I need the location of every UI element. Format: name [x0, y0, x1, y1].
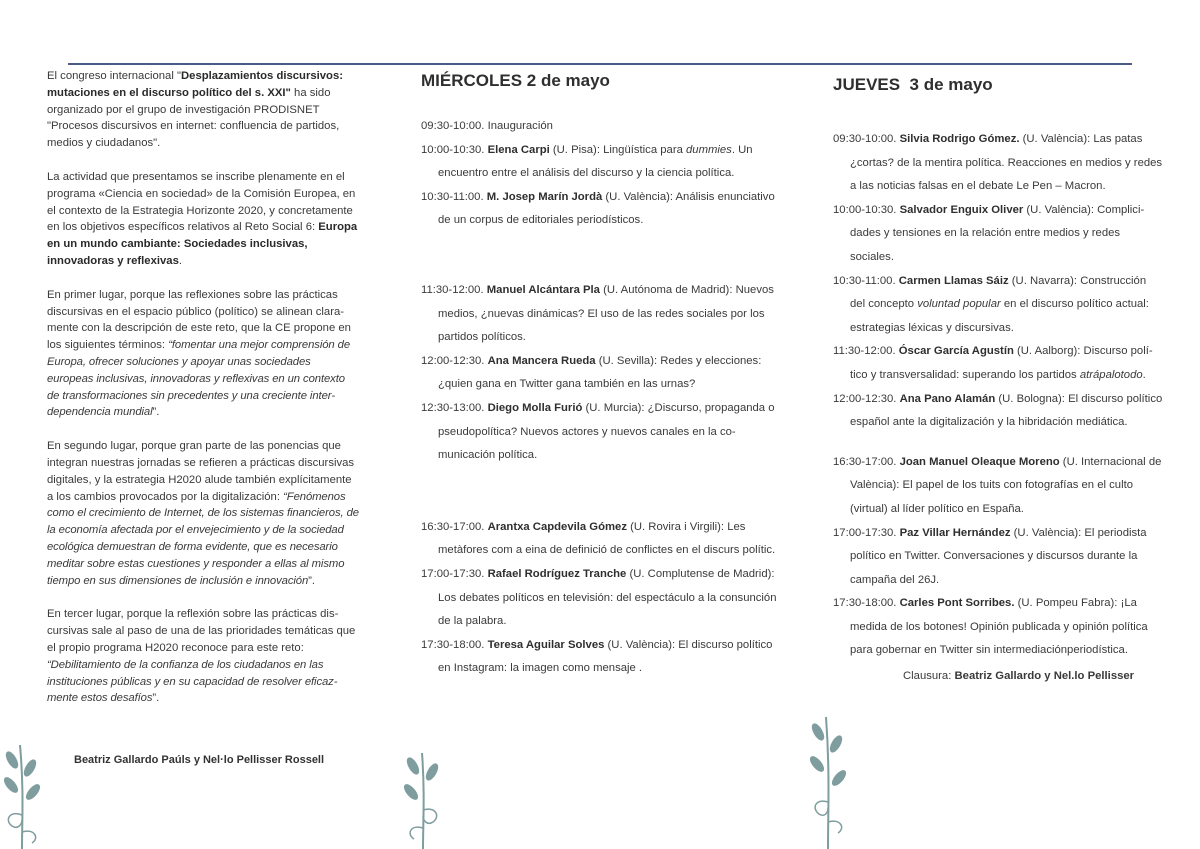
session-time: 12:00-12:30.: [421, 354, 488, 367]
session-time: 11:30-12:00.: [833, 345, 899, 358]
session: [421, 634, 781, 681]
session-text: (U. Sevilla): Redes y elecciones: ¿quien gana en Twitter gana también en las urnas?: [438, 354, 762, 391]
session: [833, 199, 1163, 270]
speaker-name: Paz Villar Hernández: [899, 526, 1011, 539]
session-time: 09:30-10:00. Inauguración: [421, 120, 553, 132]
intro-paragraph-3: [47, 287, 359, 421]
day-title: MIÉRCOLES 2 de mayo: [421, 71, 610, 90]
closing-names: Beatriz Gallardo y Nel.lo Pellisser: [954, 670, 1135, 683]
intro-column: [47, 68, 359, 724]
intro-text: ha sido organizado por el grupo de investigación PRODISNET "Procesos discursivos en internet: confluencia de partidos, medios y ciudadanos".: [47, 86, 340, 150]
session-text: (U. Aalborg): Discurso político y transversalidad: superando los partidos: [850, 345, 1153, 381]
session-text: (U. Rovira i Virgili): Les metàfores com a eina de definició de conflictes en el discurs polític.: [438, 520, 776, 557]
speaker-name: Teresa Aguilar Solves: [487, 638, 605, 651]
session-text: . Un encuentro entre el análisis del discurso y la ciencia política.: [438, 143, 753, 180]
session-time: 11:30-12:00.: [421, 283, 487, 296]
speaker-name: Ana Pano Alamán: [899, 392, 996, 405]
speaker-name: M. Josep Marín Jordà: [486, 190, 603, 203]
session: [421, 186, 781, 233]
session-time: 12:30-13:00.: [421, 401, 488, 414]
session-text: atrápalotodo: [1079, 368, 1143, 381]
session-text: (U. Complutense de Madrid): Los debates políticos en televisión: del espectáculo a la consunción de la palabra.: [438, 567, 777, 628]
session: [833, 522, 1163, 593]
session-text: (U. Pompeu Fabra): ¡La medida de los botones! Opinión publicada y opinión política para gobernar en Twitter sin intermediaciónperiodística.: [850, 597, 1148, 657]
session: [421, 397, 781, 468]
session-text: .: [1142, 368, 1146, 381]
session: [833, 388, 1163, 435]
intro-paragraph-1: [47, 68, 359, 152]
session-time: 10:00-10:30.: [833, 203, 900, 216]
session: [421, 516, 781, 563]
speaker-name: Diego Molla Furió: [487, 401, 583, 414]
session-text: (U. València): El discurso político en Instagram: la imagen como mensaje .: [438, 638, 773, 675]
intro-text: El congreso internacional ": [47, 70, 182, 82]
leaf-branch-icon: [0, 740, 50, 849]
reto-title: Europa en un mundo cambiante: Sociedades inclusivas, innovadoras y reflexivas: [47, 221, 358, 267]
session-time: 16:30-17:00.: [421, 520, 488, 533]
session: [833, 128, 1163, 199]
day-title: JUEVES 3 de mayo: [833, 75, 993, 94]
closing-label: Clausura:: [903, 670, 955, 683]
intro-text: La actividad que presentamos se inscribe plenamente en el programa «Ciencia en sociedad» de la Comisión Europea, en el contexto de la Estrategia Horizonte 2020, y concretamente en los objetivos específicos relativos al Reto Social 6:: [47, 170, 356, 234]
session: [421, 139, 781, 186]
closing: [903, 665, 1163, 689]
intro-text: ”.: [308, 574, 316, 587]
session-time: 12:00-12:30.: [833, 392, 900, 405]
intro-paragraph-2: [47, 169, 359, 270]
session: [421, 115, 781, 139]
intro-text: .: [178, 254, 183, 267]
leaf-branch-icon: [398, 748, 448, 849]
speaker-name: Ana Mancera Rueda: [487, 354, 596, 367]
quote: “Debilitamiento de la confianza de los ciudadanos en las instituciones públicas y en su capacidad de resolver eficazmente estos desafíos: [47, 658, 338, 705]
speaker-name: Rafael Rodríguez Tranche: [487, 567, 627, 580]
intro-text: En tercer lugar, porque la reflexión sobre las prácticas discursivas sale al paso de una de las prioridades temáticas que el propio programa H2020 reconoce para este reto:: [47, 608, 356, 654]
speaker-name: Silvia Rodrigo Gómez.: [899, 133, 1020, 145]
session-time: 10:30-11:00.: [833, 274, 899, 287]
intro-paragraph-4: [47, 438, 359, 589]
wednesday-program: [421, 68, 781, 681]
speaker-name: Carles Pont Sorribes.: [899, 597, 1015, 610]
quote: “Fenómenos como el crecimiento de Internet, de los sistemas financieros, de la economía afectada por el envejecimiento y de la sociedad ecológica demuestran de forma evidente, que es necesario meditar sobre estas cuestiones y responder a ellas al mismo tiempo en sus dimensiones de inclusión e innovación: [47, 490, 359, 587]
session-text: (U. Internacional de València): El papel de los tuits con fotografías en el culto (virtual) al líder político en España.: [850, 455, 1162, 515]
speaker-name: Arantxa Capdevila Gómez: [487, 520, 627, 533]
signature: Beatriz Gallardo Paúls y Nel·lo Pellisser Rossell: [74, 754, 325, 766]
speaker-name: Óscar García Agustín: [898, 345, 1014, 358]
intro-paragraph-5: [47, 606, 359, 707]
speaker-name: Elena Carpi: [487, 143, 550, 156]
session-text: (U. València): El periodista político en Twitter. Conversaciones y discursos durante la campaña del 26J.: [850, 526, 1147, 586]
session-text: (U. Bologna): El discurso político español ante la digitalización y la hibridación mediática.: [850, 392, 1163, 429]
session: [833, 270, 1163, 341]
session-time: 09:30-10:00.: [833, 133, 900, 145]
speaker-name: Salvador Enguix Oliver: [899, 203, 1024, 216]
session-text: (U. Navarra): Construcción del concepto: [850, 274, 1147, 311]
session: [421, 563, 781, 634]
session-text: (U. Murcia): ¿Discurso, propaganda o pseudopolítica? Nuevos actores y nuevos canales en la comunicación política.: [438, 401, 775, 462]
session-text: en el discurso político actual: estrategias léxicas y discursivas.: [850, 298, 1149, 334]
session-text: (U. València): Complicidades y tensiones en la relación entre medios y redes sociales.: [850, 203, 1145, 263]
session: [833, 451, 1163, 522]
leaf-branch-icon: [808, 712, 850, 849]
session: [833, 592, 1163, 663]
top-rule: [68, 63, 1132, 65]
intro-text: En primer lugar, porque las reflexiones sobre las prácticas discursivas en el espacio público (político) se alinean claramente con la descripción de este reto, que la CE propone en los siguientes términos:: [47, 288, 351, 352]
session-time: 10:30-11:00.: [421, 190, 487, 203]
session-text: (U. València): Las patas ¿cortas? de la mentira política. Reacciones en medios y redes a las noticias falsas en el debate Le Pen – Macron.: [850, 133, 1163, 193]
session-time: 17:30-18:00.: [421, 638, 488, 651]
session-time: 17:00-17:30.: [833, 526, 900, 539]
session-text: voluntad popular: [917, 298, 1001, 311]
session-text: (U. Autónoma de Madrid): Nuevos medios, ¿nuevas dinámicas? El uso de las redes sociales por los partidos políticos.: [438, 283, 774, 344]
session-text: (U. València): Análisis enunciativo de un corpus de editoriales periodísticos.: [438, 190, 775, 227]
speaker-name: Carmen Llamas Sáiz: [898, 274, 1009, 287]
quote: “fomentar una mejor comprensión de Europa, ofrecer soluciones y apoyar unas sociedades europeas inclusivas, innovadoras y reflexivas en un contexto de transformaciones sin precedentes y una creciente interdependencia mundial: [47, 339, 351, 419]
session-text: (U. Pisa): Lingüística para: [549, 143, 686, 156]
session: [421, 350, 781, 397]
session: [833, 340, 1163, 387]
intro-text: En segundo lugar, porque gran parte de las ponencias que integran nuestras jornadas se refieren a prácticas discursivas digitales, y la estrategia H2020 alude también explícitamente a los cambios provocados por la digitalización:: [47, 440, 355, 503]
session-text: dummies: [686, 143, 732, 156]
speaker-name: Manuel Alcántara Pla: [486, 283, 600, 296]
session-time: 16:30-17:00.: [833, 455, 900, 468]
speaker-name: Joan Manuel Oleaque Moreno: [899, 455, 1060, 468]
session-time: 17:30-18:00.: [833, 597, 900, 610]
intro-text: ”.: [152, 406, 160, 419]
session-time: 10:00-10:30.: [421, 143, 488, 156]
session-time: 17:00-17:30.: [421, 567, 488, 580]
thursday-program: [833, 72, 1163, 689]
congress-title: Desplazamientos discursivos: mutaciones en el discurso político del s. XXI": [47, 70, 343, 99]
session: [421, 279, 781, 350]
intro-text: ”.: [152, 692, 160, 705]
